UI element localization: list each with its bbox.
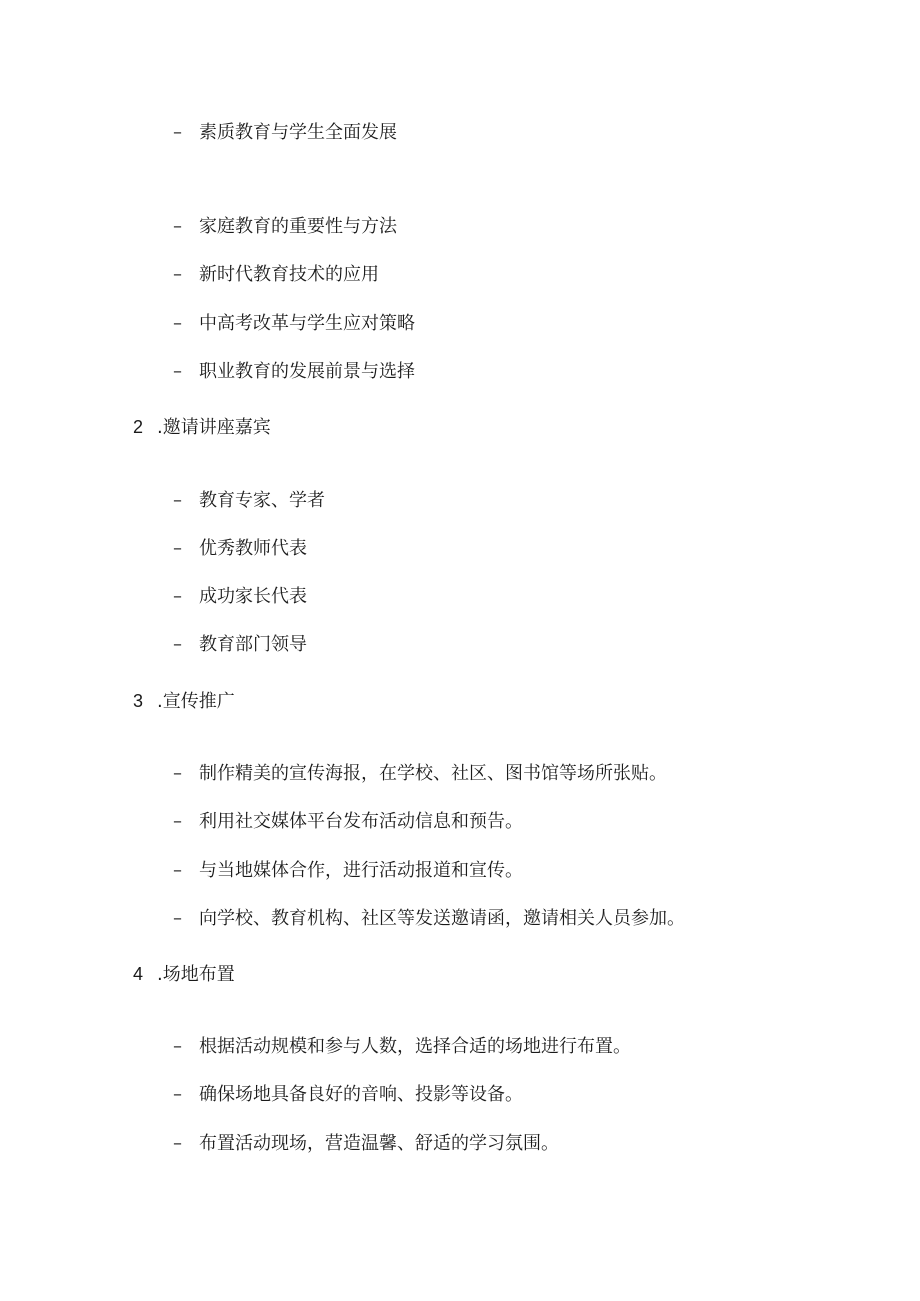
list-item: – 与当地媒体合作，进行活动报道和宣传。 xyxy=(173,857,523,885)
dash-bullet-icon: – xyxy=(173,586,182,607)
list-item: – 确保场地具备良好的音响、投影等设备。 xyxy=(173,1081,523,1109)
dash-bullet-icon: – xyxy=(173,313,182,334)
list-item: – 向学校、教育机构、社区等发送邀请函，邀请相关人员参加。 xyxy=(173,905,685,933)
dash-bullet-icon: – xyxy=(173,538,182,559)
dash-bullet-icon: – xyxy=(173,908,182,929)
list-item: – 教育专家、学者 xyxy=(173,487,325,515)
dash-bullet-icon: – xyxy=(173,216,182,237)
dash-bullet-icon: – xyxy=(173,634,182,655)
section-number: 2 xyxy=(133,417,144,437)
dash-bullet-icon: – xyxy=(173,1036,182,1057)
list-item: – 根据活动规模和参与人数，选择合适的场地进行布置。 xyxy=(173,1033,631,1061)
list-item: – 职业教育的发展前景与选择 xyxy=(173,358,415,386)
section-number: 3 xyxy=(133,691,144,711)
section-title: .场地布置 xyxy=(157,964,235,985)
dash-bullet-icon: – xyxy=(173,361,182,382)
list-item: – 中高考改革与学生应对策略 xyxy=(173,310,415,338)
dash-bullet-icon: – xyxy=(173,1084,182,1105)
list-item: – 家庭教育的重要性与方法 xyxy=(173,213,397,241)
dash-bullet-icon: – xyxy=(173,1133,182,1154)
dash-bullet-icon: – xyxy=(173,860,182,881)
dash-bullet-icon: – xyxy=(173,811,182,832)
section-title: .宣传推广 xyxy=(157,691,235,712)
list-item: – 教育部门领导 xyxy=(173,631,307,659)
list-item: – 优秀教师代表 xyxy=(173,535,307,563)
section-heading xyxy=(133,960,235,988)
list-item: – 制作精美的宣传海报，在学校、社区、图书馆等场所张贴。 xyxy=(173,760,667,788)
list-item: – 布置活动现场，营造温馨、舒适的学习氛围。 xyxy=(173,1130,559,1158)
dash-bullet-icon: – xyxy=(173,490,182,511)
dash-bullet-icon: – xyxy=(173,122,182,143)
dash-bullet-icon: – xyxy=(173,264,182,285)
section-number: 4 xyxy=(133,964,144,984)
section-heading xyxy=(133,413,271,441)
dash-bullet-icon: – xyxy=(173,763,182,784)
section-heading xyxy=(133,687,235,715)
list-item: – 成功家长代表 xyxy=(173,583,307,611)
section-title: .邀请讲座嘉宾 xyxy=(157,417,271,438)
list-item: – 新时代教育技术的应用 xyxy=(173,261,379,289)
list-item: – 利用社交媒体平台发布活动信息和预告。 xyxy=(173,808,523,836)
list-item: – 素质教育与学生全面发展 xyxy=(173,119,397,147)
